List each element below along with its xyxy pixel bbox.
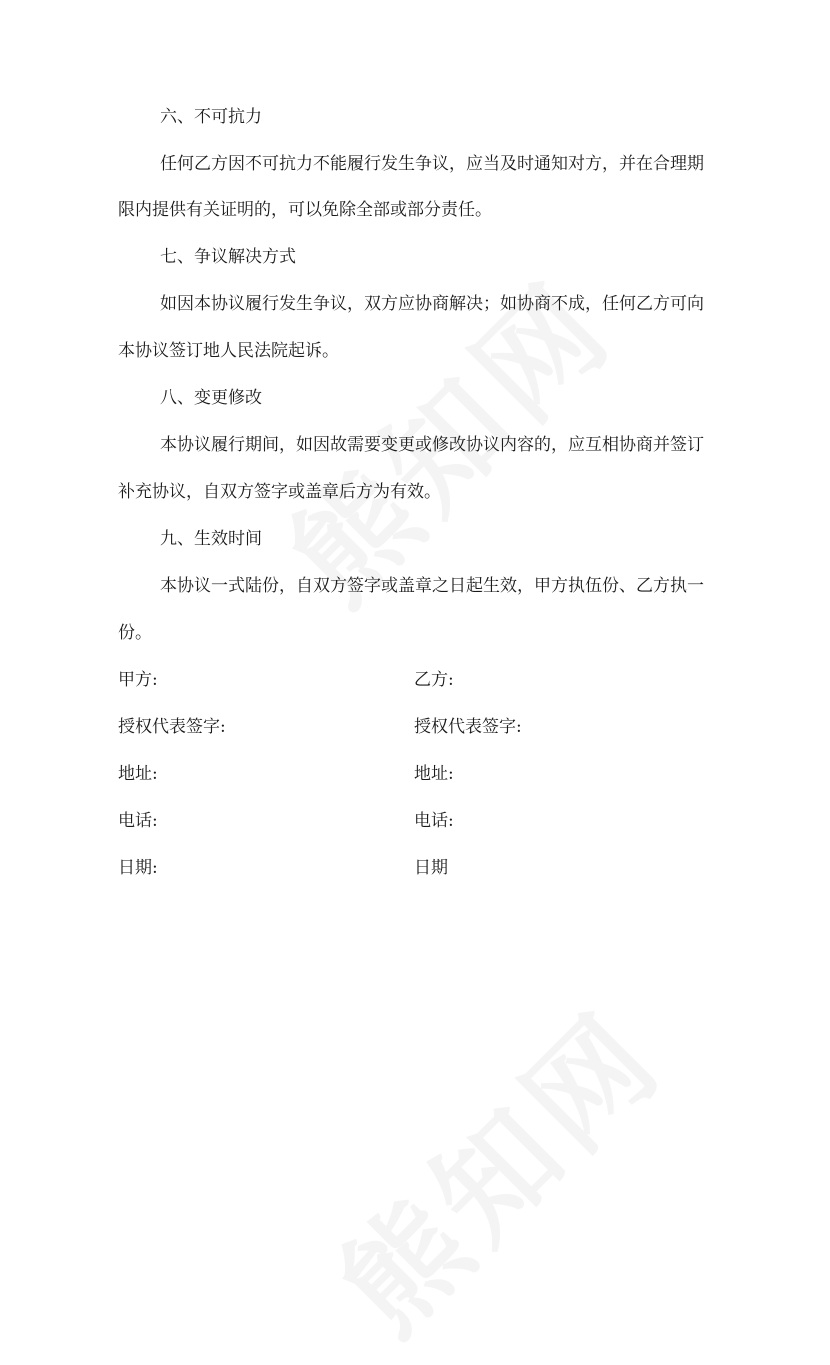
party-a-phone-label: 电话: xyxy=(118,811,158,831)
party-a-label: 甲方: xyxy=(118,670,158,690)
paragraph-line: 本协议签订地人民法院起诉。 xyxy=(118,341,339,361)
party-a-address-label: 地址: xyxy=(118,764,158,784)
section-heading: 九、生效时间 xyxy=(160,529,262,549)
party-b-address-label: 地址: xyxy=(414,764,454,784)
party-a-date-label: 日期: xyxy=(118,858,158,878)
paragraph-line: 补充协议，自双方签字或盖章后方为有效。 xyxy=(118,482,441,502)
paragraph-line: 限内提供有关证明的，可以免除全部或部分责任。 xyxy=(118,200,492,220)
paragraph-line: 本协议一式陆份，自双方签字或盖章之日起生效，甲方执伍份、乙方执一 xyxy=(160,576,704,596)
paragraph-line: 本协议履行期间，如因故需要变更或修改协议内容的，应互相协商并签订 xyxy=(160,435,704,455)
paragraph-line: 任何乙方因不可抗力不能履行发生争议，应当及时通知对方，并在合理期 xyxy=(160,154,704,174)
party-b-label: 乙方: xyxy=(414,670,454,690)
party-a-representative-label: 授权代表签字: xyxy=(118,717,226,737)
section-heading: 八、变更修改 xyxy=(160,388,262,408)
paragraph-line: 如因本协议履行发生争议，双方应协商解决；如协商不成，任何乙方可向 xyxy=(160,294,704,314)
paragraph-line: 份。 xyxy=(118,623,152,643)
section-heading: 七、争议解决方式 xyxy=(160,247,296,267)
section-heading: 六、不可抗力 xyxy=(160,107,262,127)
party-b-phone-label: 电话: xyxy=(414,811,454,831)
watermark xyxy=(296,967,693,1364)
party-b-representative-label: 授权代表签字: xyxy=(414,717,522,737)
party-b-date-label: 日期 xyxy=(414,858,448,878)
